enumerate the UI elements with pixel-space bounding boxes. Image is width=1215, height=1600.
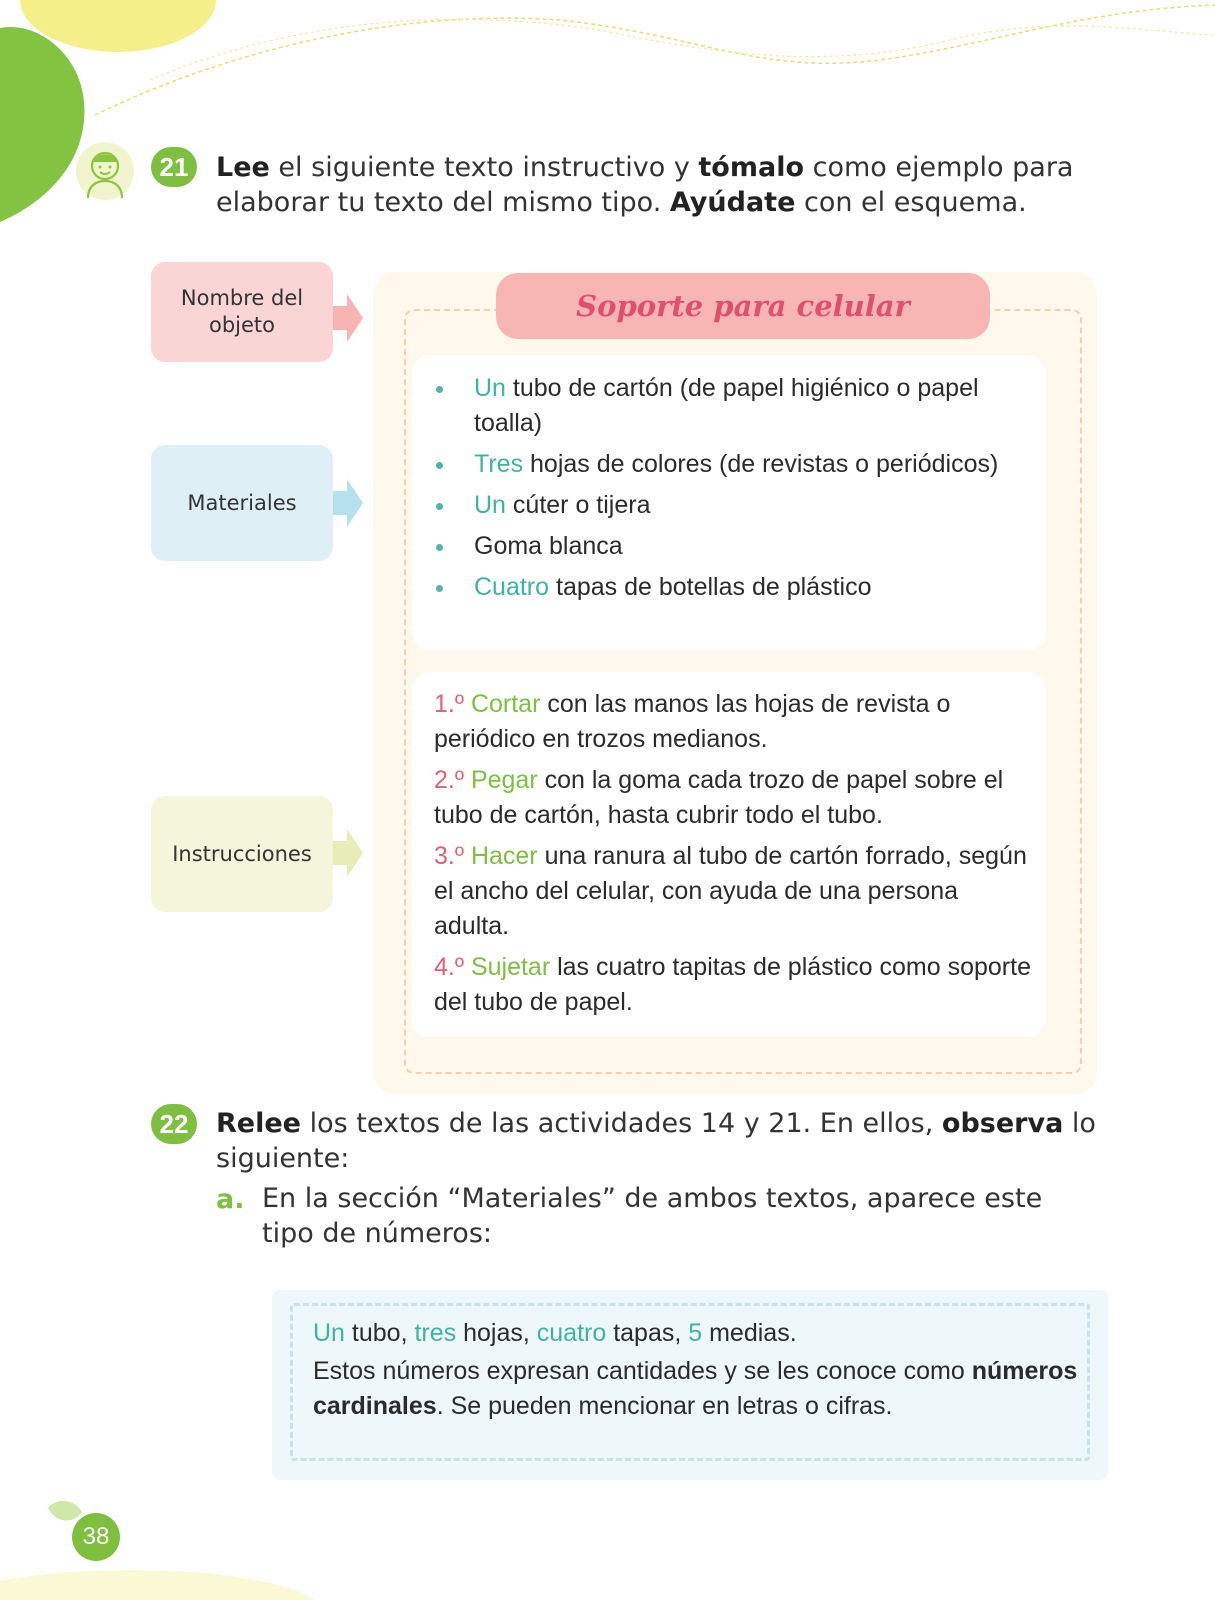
- note-text-fragment: tubo,: [344, 1319, 415, 1347]
- instruction-keyword: Lee: [216, 152, 270, 183]
- instructions-card: [412, 672, 1046, 1037]
- instruction-keyword: Ayúdate: [669, 187, 796, 218]
- materials-list: [436, 371, 1028, 605]
- materials-card: [412, 355, 1046, 650]
- note-text-fragment: . Se pueden mencionar en letras o cifras.: [436, 1392, 893, 1420]
- material-quantity: Tres: [474, 450, 524, 478]
- label-text: Materiales: [187, 490, 297, 515]
- step-ordinal: 2.º: [434, 766, 464, 794]
- arrow-right-icon: [333, 294, 363, 342]
- instruction-keyword: observa: [941, 1108, 1064, 1139]
- material-text: Goma blanca: [474, 532, 623, 560]
- activity-instruction: [216, 150, 1096, 220]
- label-text: objeto: [208, 313, 275, 337]
- cardinal-number: 5: [688, 1319, 703, 1347]
- item-a-text: En la sección “Materiales” de ambos textos, aparece este tipo de números:: [262, 1183, 1043, 1249]
- instruction-keyword: Relee: [216, 1108, 301, 1139]
- arrow-right-icon: [333, 829, 363, 877]
- instruction-step: [434, 839, 1034, 944]
- instructions-list: [434, 687, 1034, 1020]
- step-text: con las manos las hojas de revista o periódico en trozos medianos.: [434, 690, 951, 753]
- cardinal-number: cuatro: [536, 1319, 607, 1347]
- material-item: [436, 447, 1028, 482]
- step-ordinal: 3.º: [434, 842, 464, 870]
- material-text: cúter o tijera: [505, 491, 651, 519]
- object-title-banner: [496, 273, 990, 339]
- label-materials: [151, 445, 333, 561]
- material-quantity: Un: [474, 374, 506, 402]
- material-item: [436, 529, 1028, 564]
- step-text: una ranura al tubo de cartón forrado, según el ancho del celular, con ayuda de una persona adulta.: [434, 842, 1027, 940]
- instruction-text: los textos de las actividades 14 y 21. En ellos,: [300, 1108, 942, 1139]
- object-title: Soporte para celular: [576, 289, 910, 323]
- note-text-fragment: tapas,: [606, 1319, 689, 1347]
- material-item: [436, 371, 1028, 441]
- arrow-right-icon: [333, 479, 363, 527]
- step-ordinal: 1.º: [434, 690, 464, 718]
- step-ordinal: 4.º: [434, 953, 464, 981]
- step-verb: Pegar: [470, 766, 538, 794]
- cardinal-number: Un: [313, 1319, 345, 1347]
- instruction-text: lo siguiente:: [216, 1108, 1096, 1174]
- material-quantity: Un: [474, 491, 506, 519]
- step-verb: Hacer: [470, 842, 538, 870]
- label-instructions: [151, 796, 333, 912]
- step-verb: Cortar: [470, 690, 541, 718]
- instruction-text: como ejemplo para elaborar tu texto del mismo tipo.: [216, 152, 1074, 218]
- material-text: hojas de colores (de revistas o periódicos): [523, 450, 999, 478]
- instruction-text: el siguiente texto instructivo y: [269, 152, 699, 183]
- material-item: [436, 570, 1028, 605]
- note-example-line: [313, 1316, 1083, 1351]
- note-text: [313, 1316, 1083, 1424]
- step-text: las cuatro tapitas de plástico como soporte del tubo de papel.: [434, 953, 1031, 1016]
- activity-instruction: [216, 1106, 1096, 1176]
- instruction-keyword: tómalo: [698, 152, 805, 183]
- material-quantity: Cuatro: [474, 573, 550, 601]
- instruction-step: [434, 687, 1034, 757]
- note-definition: [313, 1354, 1083, 1424]
- cardinal-number: tres: [414, 1319, 457, 1347]
- label-object-name: [151, 262, 333, 362]
- label-text: Instrucciones: [172, 841, 312, 866]
- material-text: tapas de botellas de plástico: [549, 573, 872, 601]
- student-avatar-icon: [76, 140, 134, 202]
- material-text: tubo de cartón (de papel higiénico o papel toalla): [474, 374, 979, 437]
- instruction-text: con el esquema.: [795, 187, 1027, 218]
- instruction-step: [434, 763, 1034, 833]
- page-number: 38: [72, 1513, 120, 1561]
- note-keyword: números cardinales: [313, 1357, 1078, 1420]
- label-text: Nombre del: [180, 286, 304, 310]
- step-verb: Sujetar: [470, 953, 551, 981]
- material-item: [436, 488, 1028, 523]
- note-text-fragment: hojas,: [456, 1319, 537, 1347]
- instruction-step: [434, 950, 1034, 1020]
- note-text-fragment: Estos números expresan cantidades y se les conoce como: [313, 1357, 972, 1385]
- item-letter: a.: [216, 1184, 245, 1215]
- activity-number-badge: 21: [151, 147, 197, 187]
- step-text: con la goma cada trozo de papel sobre el tubo de cartón, hasta cubrir todo el tubo.: [434, 766, 1004, 829]
- activity-number-badge: 22: [151, 1104, 197, 1144]
- note-text-fragment: medias.: [702, 1319, 797, 1347]
